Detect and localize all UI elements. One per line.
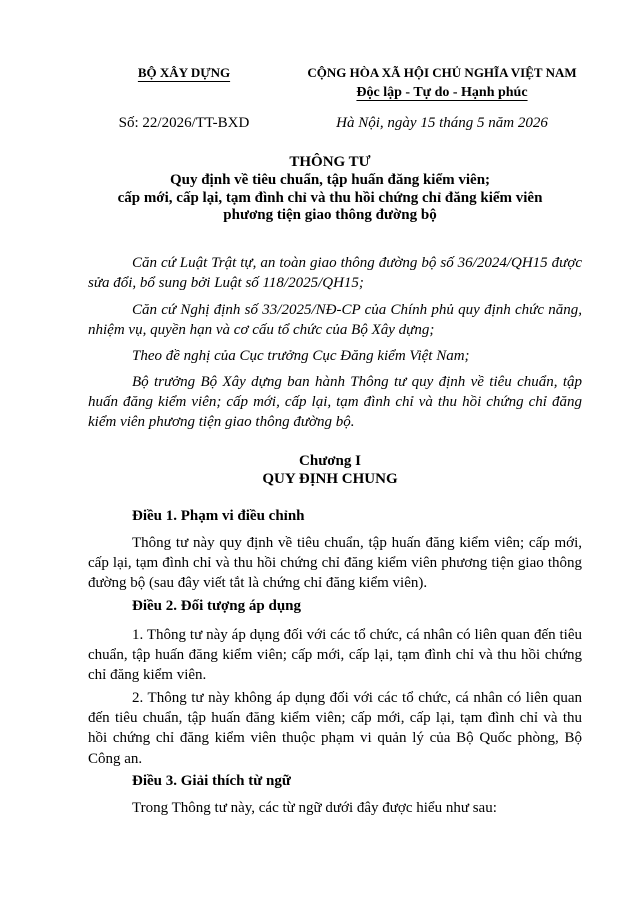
preamble-paragraph [88,300,582,341]
article-heading-block [88,596,582,616]
text-line: đường bộ (sau đây viết tắt là chứng chỉ đăng kiểm viên). [88,575,428,592]
text-line: kiểm viên phương tiện giao thông đường bộ. [88,414,355,431]
document-subject-line: phương tiện giao thông đường bộ [223,207,437,224]
issuing-agency-block [100,65,268,81]
text-line: Theo đề nghị của Cục trưởng Cục Đăng kiểm Việt Nam; [132,347,470,364]
article-heading-block [88,506,582,526]
text-line: đến tiêu chuẩn, tập huấn đăng kiểm viên; cấp mới, cấp lại, tạm đình chỉ và thu [88,710,582,727]
article-paragraph [88,533,582,594]
text-line: Bộ trưởng Bộ Xây dựng ban hành Thông tư quy định về tiêu chuẩn, tập [132,373,582,390]
article-paragraph [88,688,582,769]
text-line: 2. Thông tư này không áp dụng đối với các tổ chức, cá nhân có liên quan [132,689,582,706]
ministry-name: BỘ XÂY DỰNG [137,65,231,80]
chapter-number: Chương I [299,453,361,469]
text-line: cấp lại, tạm đình chỉ và thu hồi chứng chỉ đăng kiểm viên phương tiện giao thông [88,555,582,572]
article-paragraph [88,798,582,818]
text-line: Công an. [88,750,143,767]
article-heading: Điều 3. Giải thích từ ngữ [132,772,291,789]
text-line: hồi chứng chỉ đăng kiểm viên thuộc phạm vi quản lý của Bộ Quốc phòng, Bộ [88,730,582,747]
text-line: Thông tư này quy định về tiêu chuẩn, tập huấn đăng kiểm viên; cấp mới, [132,534,582,551]
text-line: Căn cứ Nghị định số 33/2025/NĐ-CP của Chính phủ quy định chức năng, [132,301,582,318]
place-and-date: Hà Nội, ngày 15 tháng 5 năm 2026 [336,115,548,131]
text-line: 1. Thông tư này áp dụng đối với các tổ chức, cá nhân có liên quan đến tiêu [132,626,582,643]
text-line: huấn đăng kiểm viên; cấp mới, cấp lại, tạm đình chỉ và thu hồi chứng chỉ đăng [88,394,582,411]
national-title: CỘNG HÒA XÃ HỘI CHỦ NGHĨA VIỆT NAM [307,65,577,80]
text-line: chuẩn, tập huấn đăng kiểm viên; cấp mới, cấp lại, tạm đình chỉ và thu hồi chứng [88,647,582,664]
national-motto: Độc lập - Tự do - Hạnh phúc [356,84,528,100]
preamble-paragraph [88,253,582,294]
document-subject-line: Quy định về tiêu chuẩn, tập huấn đăng kiểm viên; [169,171,491,188]
text-line: nhiệm vụ, quyền hạn và cơ cấu tổ chức của Bộ Xây dựng; [88,322,435,339]
document-subject-line: cấp mới, cấp lại, tạm đình chỉ và thu hồi chứng chỉ đăng kiểm viên [117,189,543,206]
chapter-heading [80,453,580,489]
document-number: Số: 22/2026/TT-BXD [118,115,250,131]
document-type-title: THÔNG TƯ [289,154,371,170]
document-title-block [80,154,580,225]
text-line: Căn cứ Luật Trật tự, an toàn giao thông đường bộ số 36/2024/QH15 được [132,254,582,271]
article-heading: Điều 2. Đối tượng áp dụng [132,597,302,614]
chapter-title: QUY ĐỊNH CHUNG [262,470,398,487]
preamble-paragraph [88,346,582,366]
national-motto-block [300,84,584,101]
article-heading-block [88,771,582,791]
text-line: sửa đổi, bổ sung bởi Luật số 118/2025/QH15; [88,275,364,292]
text-line: Trong Thông tư này, các từ ngữ dưới đây được hiểu như sau: [132,799,497,816]
preamble-paragraph [88,372,582,433]
article-heading: Điều 1. Phạm vi điều chỉnh [132,507,305,524]
text-line: chỉ đăng kiểm viên. [88,667,207,684]
article-paragraph [88,625,582,686]
